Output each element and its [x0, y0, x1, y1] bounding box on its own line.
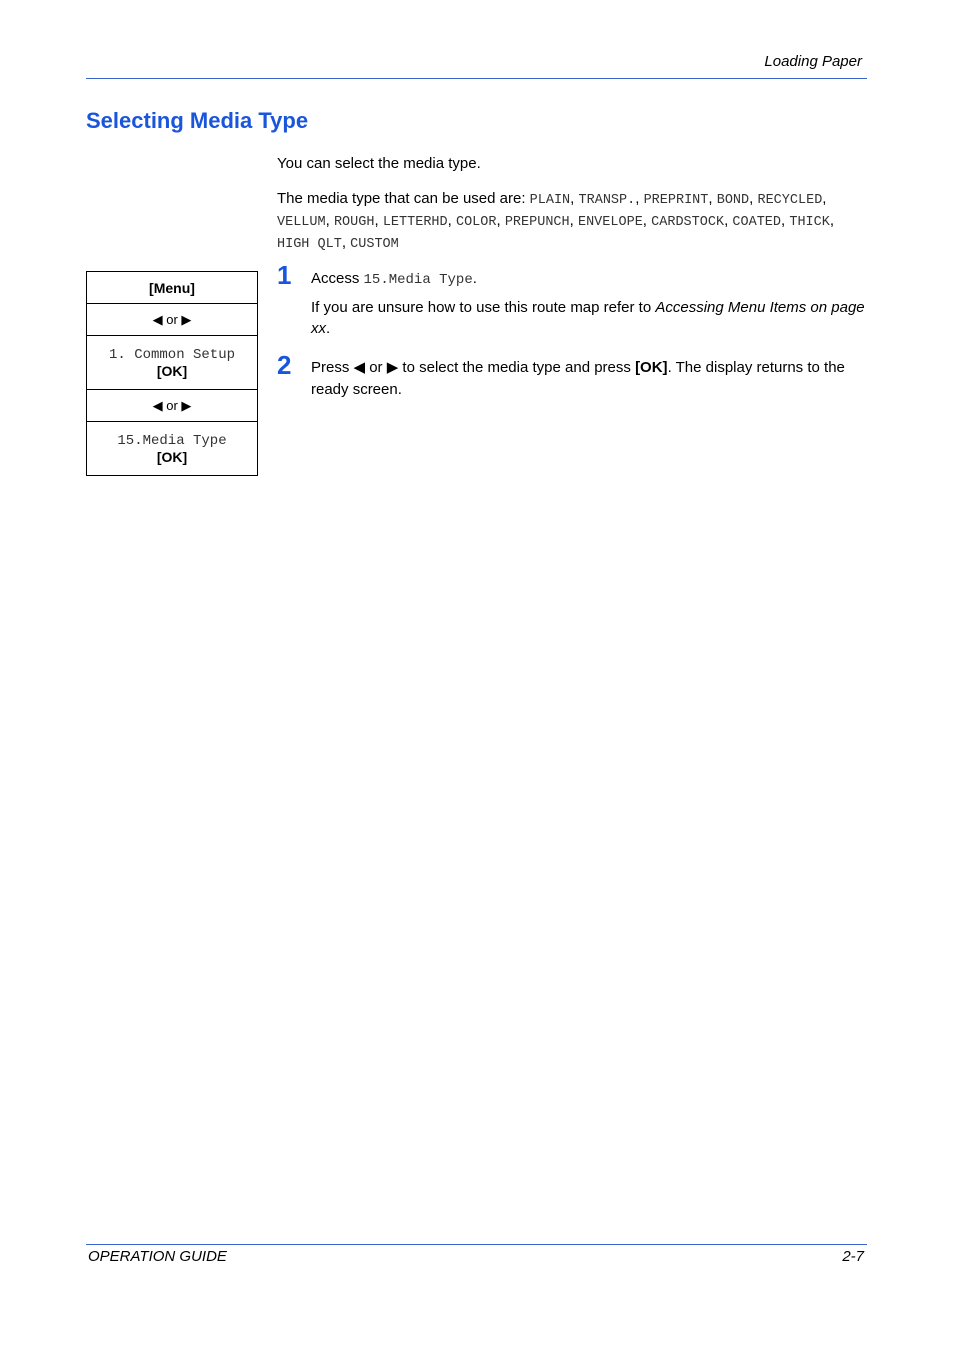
step-2-number: 2 — [277, 350, 292, 380]
intro-text: You can select the media type. — [277, 155, 481, 172]
running-header: Loading Paper — [764, 53, 862, 70]
cross-reference-link[interactable]: Accessing Menu Items on page xx — [311, 299, 865, 337]
step-1-text — [311, 268, 867, 291]
ok-key-label: [OK] — [156, 448, 188, 465]
step-2-suffix: . The display returns to the ready screen. — [311, 359, 845, 398]
media-type-item: CARDSTOCK — [651, 215, 725, 230]
arrow-keys-label: ◀ or ▶ — [152, 397, 192, 413]
media-type-item: THICK — [789, 215, 830, 230]
media-type-lead: The media type that can be used are: — [277, 190, 530, 207]
section-title: Selecting Media Type — [86, 108, 309, 133]
menu-key-label: [Menu] — [149, 279, 195, 296]
route-item-media-type — [87, 421, 257, 475]
media-type-item: BOND — [716, 193, 750, 208]
step-1-note — [311, 297, 867, 339]
route-arrows-2 — [87, 389, 257, 421]
step-2-prefix: Press ◀ or ▶ to select the media type and press — [311, 359, 636, 376]
media-type-item: VELLUM — [277, 215, 326, 230]
step-1-prefix: Access — [311, 270, 364, 287]
media-type-item: COATED — [732, 215, 782, 230]
page-number: 2-7 — [842, 1248, 864, 1265]
media-type-item: PREPRINT — [643, 193, 709, 208]
media-type-item: CUSTOM — [350, 237, 399, 252]
step-2-text — [311, 357, 867, 401]
media-type-item: PLAIN — [529, 193, 571, 208]
media-type-list — [277, 189, 837, 255]
step-1-code: 15.Media Type — [363, 272, 473, 288]
header-rule — [86, 78, 867, 79]
ok-key-label: [OK] — [635, 359, 668, 376]
media-type-item: LETTERHD — [382, 215, 448, 230]
media-type-item: PREPUNCH — [504, 215, 570, 230]
route-menu-key — [87, 272, 257, 303]
footer-rule — [86, 1244, 867, 1245]
media-type-item: HIGH QLT — [277, 237, 342, 252]
media-type-item: ROUGH — [333, 215, 375, 230]
route-map — [86, 271, 258, 476]
step-1-note-prefix: If you are unsure how to use this route map refer to — [311, 299, 656, 316]
media-type-item: COLOR — [455, 215, 497, 230]
media-type-item: ENVELOPE — [577, 215, 643, 230]
step-1-number: 1 — [277, 260, 292, 290]
media-type-item: TRANSP. — [578, 193, 636, 208]
media-type-item: RECYCLED — [757, 193, 823, 208]
step-1-suffix: . — [472, 270, 477, 287]
menu-item-label: 15.Media Type — [117, 432, 227, 449]
route-arrows-1 — [87, 303, 257, 335]
route-item-common-setup — [87, 335, 257, 389]
arrow-keys-label: ◀ or ▶ — [152, 311, 192, 327]
media-type-items: PLAIN, TRANSP., PREPRINT, BOND, RECYCLED, VELLUM, ROUGH, LETTERHD, COLOR, PREPUNCH, ENVELOPE, CARDSTOCK, COATED, THICK, HIGH QLT, CUSTOM — [277, 190, 835, 252]
step-1-note-suffix: . — [326, 320, 331, 337]
ok-key-label: [OK] — [156, 362, 188, 379]
menu-item-label: 1. Common Setup — [108, 346, 236, 363]
footer-guide-title: OPERATION GUIDE — [88, 1248, 227, 1265]
